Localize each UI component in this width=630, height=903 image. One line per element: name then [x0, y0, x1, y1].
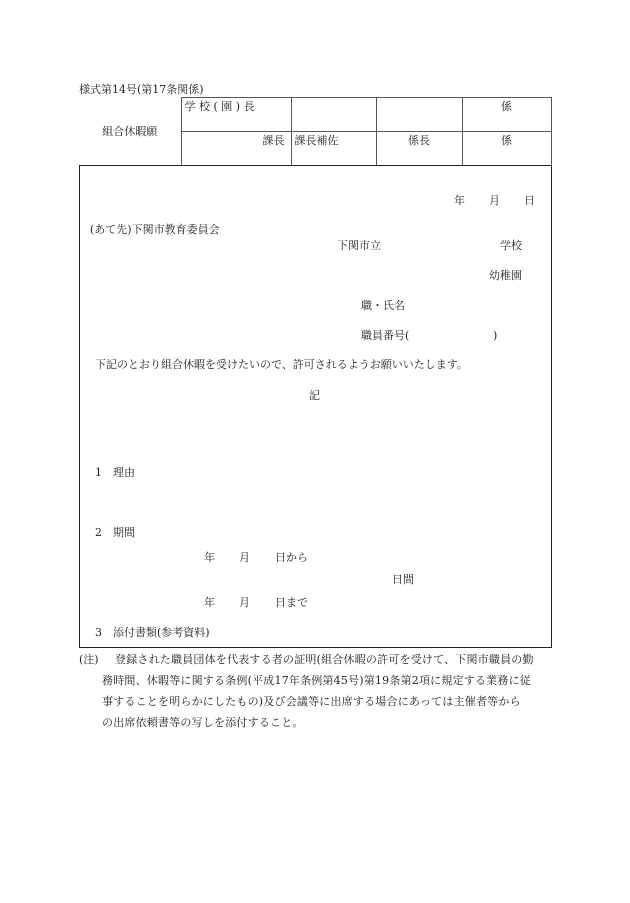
period-until-year: 年 — [204, 596, 215, 609]
kacho-hosa-label: 課長補佐 — [291, 132, 376, 166]
kakari-bottom-label: 係 — [462, 132, 551, 166]
item-period-label: 期間 — [113, 526, 135, 539]
kakaricho-label: 係長 — [376, 132, 462, 166]
employee-number-close: ) — [493, 329, 498, 342]
item-period-number: 2 — [95, 526, 102, 539]
item-attach-label: 添付書類(参考資料) — [113, 626, 210, 639]
ki-label: 記 — [309, 389, 320, 402]
approval-table — [79, 97, 552, 166]
blank-stamp[interactable] — [376, 98, 462, 132]
period-from-month: 月 — [239, 551, 250, 564]
note-line-1: 登録された職員団体を代表する者の証明(組合休暇の許可を受けて、下関市職員の勤 — [115, 653, 534, 666]
period-until-label: 日まで — [275, 596, 308, 609]
item-attach-number: 3 — [95, 626, 102, 639]
date-month: 月 — [489, 194, 500, 207]
form-number: 様式第14号(第17条関係) — [79, 83, 204, 96]
kacho-label: 課長 — [181, 132, 291, 166]
date-year: 年 — [454, 194, 465, 207]
request-text: 下記のとおり組合休暇を受けたいので、許可されるようお願いいたします。 — [95, 358, 468, 371]
school-prefix: 下関市立 — [337, 239, 381, 252]
period-until-month: 月 — [239, 596, 250, 609]
date-day: 日 — [524, 194, 535, 207]
application-box — [79, 165, 552, 648]
period-days-label: 日間 — [392, 573, 414, 586]
employee-number-label: 職員番号( — [361, 329, 410, 342]
principal-label: 学 校 ( 園 ) 長 — [181, 98, 291, 132]
item-reason-number: 1 — [95, 466, 102, 479]
note-line-3: 事することを明らかにしたもの)及び会議等に出席する場合にあっては主催者等から — [102, 695, 521, 708]
note-label: (注) — [79, 653, 99, 666]
job-name-label: 職・氏名 — [361, 299, 405, 312]
note-line-2: 務時間、休暇等に関する条例(平成17年条例第45号)第19条第2項に規定する業務に従 — [102, 674, 531, 687]
note-line-4: の出席依頼書等の写しを添付すること。 — [102, 716, 304, 729]
period-from-label: 日から — [275, 551, 308, 564]
form-title: 組合休暇願 — [79, 98, 181, 166]
item-reason-label: 理由 — [113, 466, 135, 479]
kakari-top-label: 係 — [462, 98, 551, 132]
addressee: (あて先)下関市教育委員会 — [90, 223, 220, 236]
principal-stamp[interactable] — [291, 98, 376, 132]
kindergarten-label: 幼稚園 — [489, 269, 522, 282]
school-suffix: 学校 — [500, 239, 522, 252]
period-from-year: 年 — [204, 551, 215, 564]
